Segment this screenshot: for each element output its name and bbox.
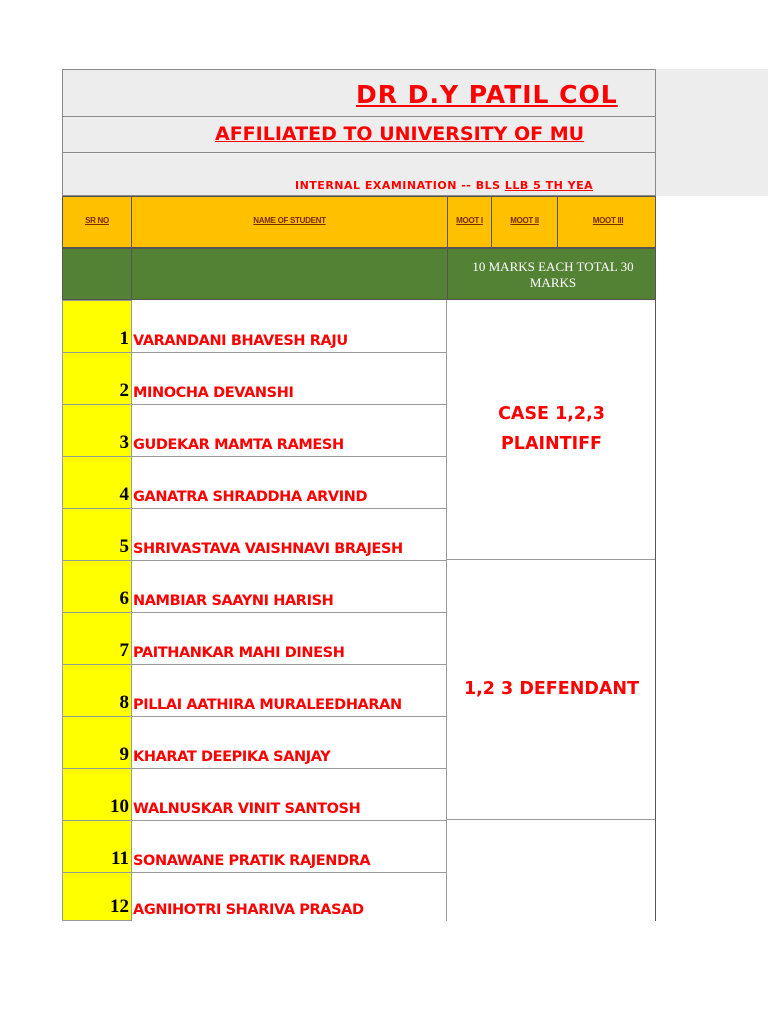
sheet-background-extension xyxy=(656,69,768,196)
exam-prefix: INTERNAL EXAMINATION -- BLS xyxy=(295,179,505,192)
table-row-11-name: SONAWANE PRATIK RAJENDRA xyxy=(132,820,447,873)
table-row-2-no: 2 xyxy=(62,352,132,405)
affiliation-row xyxy=(62,117,656,153)
table-row-1-name: VARANDANI BHAVESH RAJU xyxy=(132,300,447,353)
table-row-3-no: 3 xyxy=(62,404,132,457)
green-cell-sr xyxy=(62,248,132,300)
marks-note: 10 MARKS EACH TOTAL 30 MARKS xyxy=(472,259,634,290)
college-title: DR D.Y PATIL COL xyxy=(356,80,618,109)
table-row-7-name: PAITHANKAR MAHI DINESH xyxy=(132,612,447,665)
table-row-11-no: 11 xyxy=(62,820,132,873)
table-row-4-name: GANATRA SHRADDHA ARVIND xyxy=(132,456,447,509)
marks-sheet xyxy=(62,69,656,921)
table-row-12-no: 12 xyxy=(62,872,132,921)
table-row-8-name: PILLAI AATHIRA MURALEEDHARAN xyxy=(132,664,447,717)
table-row-5-no: 5 xyxy=(62,508,132,561)
affiliation-text: AFFILIATED TO UNIVERSITY OF MU xyxy=(215,123,585,145)
group-defendant xyxy=(447,560,656,820)
header-name: NAME OF STUDENT xyxy=(131,196,448,248)
header-moot-1: MOOT I xyxy=(447,196,492,248)
group-plaintiff-label: CASE 1,2,3 PLAINTIFF xyxy=(498,404,605,454)
table-row-5-name: SHRIVASTAVA VAISHNAVI BRAJESH xyxy=(132,508,447,561)
table-row-6-name: NAMBIAR SAAYNI HARISH xyxy=(132,560,447,613)
table-row-10-name: WALNUSKAR VINIT SANTOSH xyxy=(132,768,447,821)
table-row-3-name: GUDEKAR MAMTA RAMESH xyxy=(132,404,447,457)
group-defendant-label: 1,2 3 DEFENDANT xyxy=(463,679,640,699)
title-row xyxy=(62,69,656,117)
exam-title xyxy=(295,179,593,192)
table-row-8-no: 8 xyxy=(62,664,132,717)
table-row-9-no: 9 xyxy=(62,716,132,769)
table-row-7-no: 7 xyxy=(62,612,132,665)
header-moot-3: MOOT III xyxy=(557,196,656,248)
table-row-4-no: 4 xyxy=(62,456,132,509)
exam-row xyxy=(62,153,656,196)
table-row-6-no: 6 xyxy=(62,560,132,613)
table-row-9-name: KHARAT DEEPIKA SANJAY xyxy=(132,716,447,769)
green-cell-name xyxy=(131,248,448,300)
group-plaintiff xyxy=(447,300,656,560)
table-row-10-no: 10 xyxy=(62,768,132,821)
marks-note-cell xyxy=(447,248,656,300)
table-row-2-name: MINOCHA DEVANSHI xyxy=(132,352,447,405)
sheet-right-border xyxy=(655,196,656,921)
header-moot-2: MOOT II xyxy=(491,196,558,248)
exam-course: LLB 5 TH YEA xyxy=(504,179,594,192)
table-row-12-name: AGNIHOTRI SHARIVA PRASAD xyxy=(132,872,447,921)
header-sr-no: SR NO xyxy=(62,196,132,248)
group-empty xyxy=(447,820,656,921)
table-row-1-no: 1 xyxy=(62,300,132,353)
